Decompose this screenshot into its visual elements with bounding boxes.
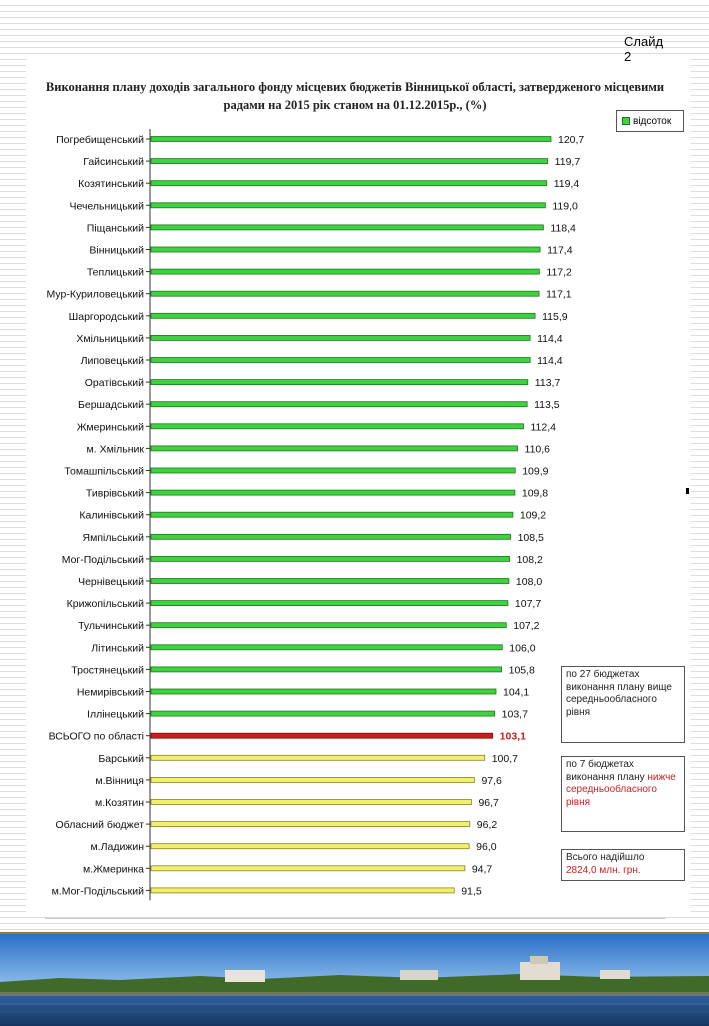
bar <box>151 601 508 606</box>
bar <box>151 667 502 672</box>
bar <box>151 777 474 782</box>
value-label: 97,6 <box>481 774 502 787</box>
category-label: м.Козятин <box>95 797 144 809</box>
category-label: м.Мог-Подільський <box>51 885 144 898</box>
bar <box>151 800 471 805</box>
value-label: 105,8 <box>508 664 535 677</box>
category-label: м.Вінниця <box>95 774 144 787</box>
value-label: 94,7 <box>471 863 493 876</box>
note-below-average <box>561 756 685 832</box>
bar <box>151 468 515 473</box>
category-label: Теплицький <box>86 266 144 279</box>
bar <box>151 335 530 340</box>
note-total-received <box>561 849 685 881</box>
bar <box>151 269 539 274</box>
value-label: 109,2 <box>519 509 547 522</box>
value-label: 96,2 <box>476 819 498 832</box>
value-label: 113,7 <box>534 377 561 390</box>
category-label: Мур-Куриловецький <box>46 288 144 301</box>
bar <box>151 203 545 208</box>
note-total-line1: Всього надійшло <box>566 852 645 863</box>
category-label: Чечельницький <box>69 200 144 213</box>
bar <box>151 579 509 584</box>
category-label: Погребищенський <box>56 134 144 146</box>
bar <box>151 822 470 827</box>
chart-title: Виконання плану доходів загального фонду місцевих бюджетів Вінницької області, затвердженого місцевими радами на 2015 рік станом на 01.12.2015р., (%) <box>45 80 665 112</box>
bar <box>151 490 515 495</box>
bar <box>151 291 539 296</box>
value-label: 110,6 <box>524 443 551 456</box>
value-label: 100,7 <box>491 752 519 765</box>
bar <box>151 380 528 385</box>
category-label: Тиврівський <box>85 487 144 500</box>
separator-line <box>45 918 665 919</box>
value-label: 109,9 <box>522 465 549 478</box>
category-label: Вінницький <box>89 244 144 257</box>
value-label: 112,4 <box>530 421 556 434</box>
category-label: Тростянецький <box>71 664 144 677</box>
bar <box>151 711 495 716</box>
category-label: Мог-Подільський <box>61 553 144 566</box>
bar <box>151 313 535 318</box>
bar <box>151 402 527 407</box>
bar <box>151 225 543 230</box>
bar <box>151 446 518 451</box>
category-label: Хмільницький <box>76 332 144 345</box>
note-above-text: по 27 бюджетах виконання плану вище середньообласного рівня <box>566 669 672 718</box>
category-label: Липовецький <box>80 355 144 367</box>
legend-label: відсоток <box>633 115 672 127</box>
bar <box>151 888 454 893</box>
value-label: 96,7 <box>478 797 499 809</box>
bar <box>151 623 506 628</box>
value-label: 117,2 <box>546 266 572 279</box>
category-label: Немирівський <box>76 686 144 699</box>
bar <box>151 556 510 561</box>
value-label: 117,4 <box>547 244 573 257</box>
category-label: Оратівський <box>84 377 144 390</box>
bar <box>151 866 465 871</box>
value-label: 119,7 <box>554 156 581 169</box>
note-above-average <box>561 666 685 743</box>
value-label: 119,4 <box>553 178 580 191</box>
category-label: Козятинський <box>78 178 144 191</box>
category-label: Барський <box>98 752 144 765</box>
bar <box>151 358 530 363</box>
value-label: 115,9 <box>542 310 568 323</box>
category-label: Чернівецький <box>78 576 144 588</box>
bar <box>151 844 469 849</box>
value-label: 114,4 <box>537 355 563 367</box>
value-label: 107,2 <box>513 620 540 633</box>
category-label: Літинський <box>91 642 144 655</box>
bar <box>151 159 548 164</box>
value-label: 120,7 <box>558 134 585 146</box>
value-label: 91,5 <box>461 885 482 898</box>
category-label: Піщанський <box>86 222 144 235</box>
category-label: Обласний бюджет <box>55 819 144 832</box>
value-label: 117,1 <box>546 288 572 301</box>
value-label: 106,0 <box>509 642 536 655</box>
category-label: м. Хмільник <box>86 443 144 456</box>
value-label: 114,4 <box>537 332 563 345</box>
slide-label: Слайд 2 <box>624 34 664 64</box>
category-label: Томашпільський <box>64 465 144 478</box>
category-label: м.Ладижин <box>90 841 144 854</box>
value-label: 119,0 <box>552 200 578 213</box>
bar <box>151 733 493 738</box>
bar <box>151 689 496 694</box>
category-label: Жмеринський <box>76 421 144 434</box>
bar <box>151 247 540 252</box>
category-label: ВСЬОГО по області <box>48 730 144 743</box>
value-label: 107,7 <box>514 598 542 611</box>
value-label: 113,5 <box>534 399 560 412</box>
bar <box>151 755 485 760</box>
category-label: Крижопільський <box>66 598 144 611</box>
value-label: 104,1 <box>502 686 530 699</box>
category-label: Тульчинський <box>78 620 144 633</box>
category-label: Іллінецький <box>87 708 144 721</box>
cursor-mark <box>686 488 689 494</box>
category-label: Бершадський <box>77 399 144 412</box>
category-label: м.Жмеринка <box>82 863 144 876</box>
category-label: Ямпільський <box>82 531 144 544</box>
value-label: 96,0 <box>476 841 497 854</box>
bar <box>151 424 523 429</box>
landscape-illustration <box>0 934 709 1026</box>
category-label: Калинівський <box>79 509 144 522</box>
value-label: 108,2 <box>516 553 543 566</box>
bar <box>151 645 502 650</box>
value-label: 109,8 <box>521 487 549 500</box>
note-total-amount: 2824,0 млн. грн. <box>566 864 641 876</box>
value-label: 108,5 <box>517 531 544 544</box>
note-below-prefix: по 7 бюджетах виконання плану <box>566 759 645 783</box>
value-label: 103,1 <box>499 730 526 743</box>
bar <box>151 534 511 539</box>
bar <box>151 137 551 142</box>
note-below-red: нижче середньообласного рівня <box>566 771 676 808</box>
value-label: 108,0 <box>515 576 543 588</box>
category-label: Гайсинський <box>83 156 144 169</box>
bar <box>151 181 547 186</box>
category-label: Шаргородський <box>68 310 144 323</box>
value-label: 103,7 <box>501 708 528 721</box>
value-label: 118,4 <box>550 222 576 235</box>
bar <box>151 512 513 517</box>
landscape-photo <box>0 932 709 1026</box>
